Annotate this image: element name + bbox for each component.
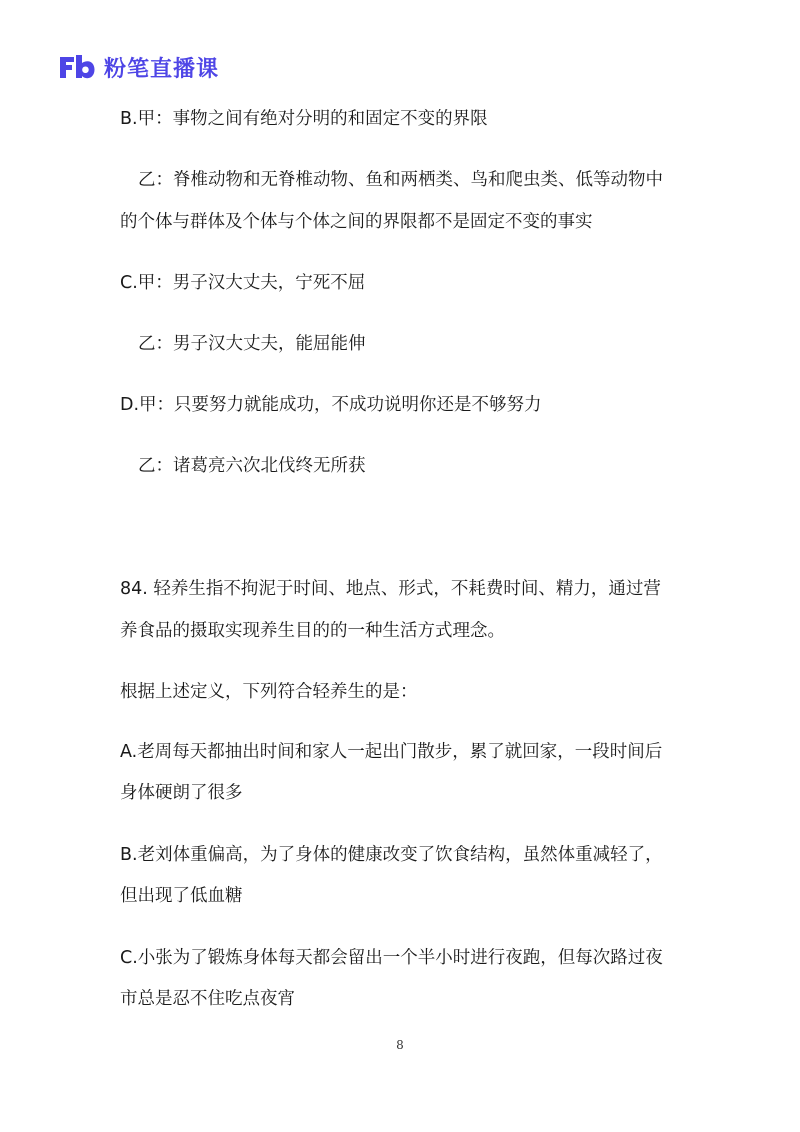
q83-option-b-yi-line1: 乙：脊椎动物和无脊椎动物、鱼和两栖类、鸟和爬虫类、低等动物中 — [138, 170, 663, 190]
q84-option-a-line1: A.老周每天都抽出时间和家人一起出门散步，累了就回家，一段时间后 — [120, 742, 663, 762]
q83-option-c-yi: 乙：男子汉大丈夫，能屈能伸 — [138, 334, 366, 354]
q84-option-b-line1: B.老刘体重偏高，为了身体的健康改变了饮食结构，虽然体重减轻了， — [120, 845, 663, 865]
q84-option-c-line2: 市总是忍不住吃点夜宵 — [120, 989, 295, 1009]
q84-prompt: 根据上述定义，下列符合轻养生的是： — [120, 682, 418, 702]
q83-option-b-yi-line2: 的个体与群体及个体与个体之间的界限都不是固定不变的事实 — [120, 212, 593, 232]
q83-option-d-jia: D.甲：只要努力就能成功，不成功说明你还是不够努力 — [120, 395, 542, 415]
q84-option-a-line2: 身体硬朗了很多 — [120, 783, 243, 803]
q84-stem-line2: 养食品的摄取实现养生目的的一种生活方式理念。 — [120, 621, 505, 641]
q83-option-b-jia: B.甲：事物之间有绝对分明的和固定不变的界限 — [120, 109, 488, 129]
q84-option-c-line1: C.小张为了锻炼身体每天都会留出一个半小时进行夜跑，但每次路过夜 — [120, 948, 663, 968]
page-header — [58, 51, 219, 83]
q83-option-c-jia: C.甲：男子汉大丈夫，宁死不屈 — [120, 273, 366, 293]
q84-option-b-line2: 但出现了低血糖 — [120, 886, 243, 906]
fb-logo-icon — [58, 53, 96, 81]
page-number: 8 — [396, 1038, 404, 1052]
q84-stem-line1: 84. 轻养生指不拘泥于时间、地点、形式，不耗费时间、精力，通过营 — [120, 579, 661, 599]
q83-option-d-yi: 乙：诸葛亮六次北伐终无所获 — [138, 456, 366, 476]
brand-name: 粉笔直播课 — [104, 56, 220, 82]
